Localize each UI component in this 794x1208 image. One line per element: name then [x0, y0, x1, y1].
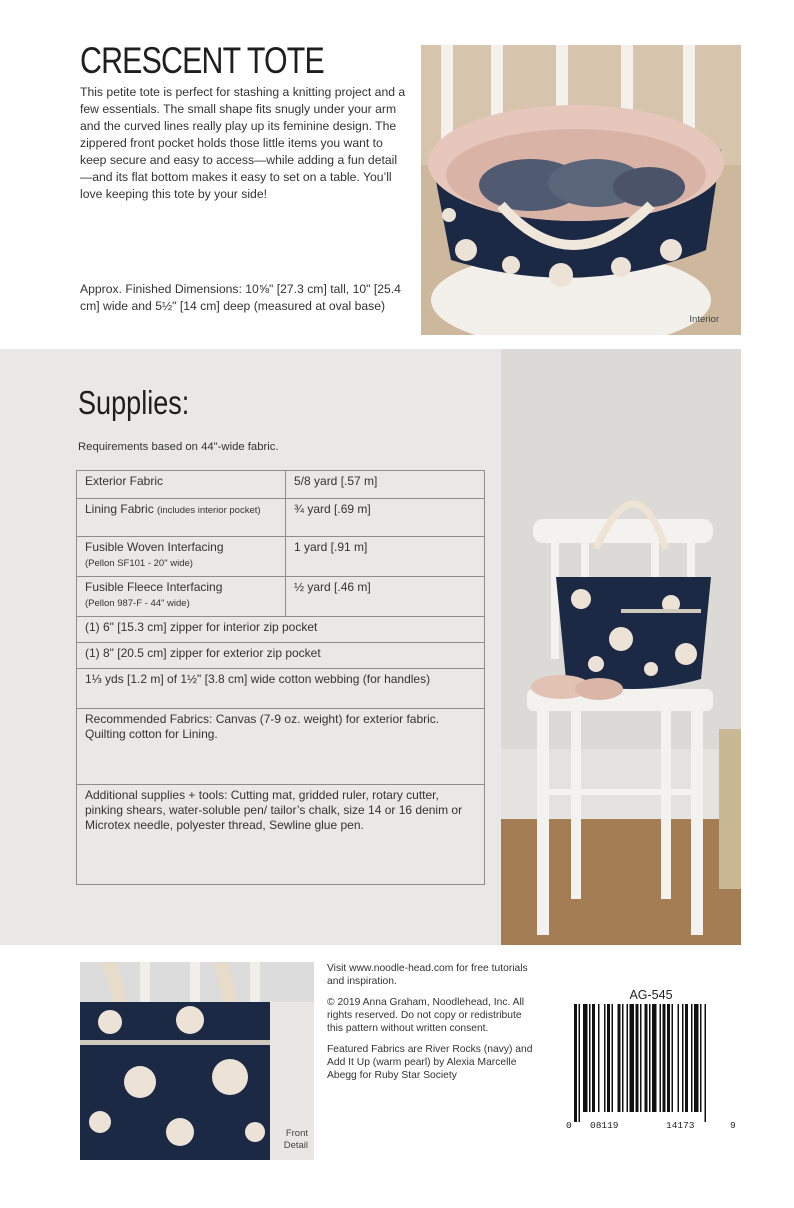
table-row [77, 643, 485, 669]
interior-photo [421, 45, 741, 335]
barcode-bar [640, 1004, 642, 1112]
barcode-bar [574, 1004, 577, 1122]
visit-text: Visit www.noodle-head.com for free tutorials and inspiration. [327, 963, 528, 987]
supply-amount: 1 yard [.91 m] [286, 537, 485, 577]
pattern-description: This petite tote is perfect for stashing a knitting project and a few essentials. The small shape fits snugly under your arm and the curved lines really play up its feminine design. The zippered front pocket holds those little items you want to keep secure and easy to access—while adding a fun detail—and its flat bottom makes it easy to set on a table. You’ll love keeping this tote by your side! [80, 85, 406, 201]
barcode-bar [604, 1004, 606, 1112]
supply-line: (1) 8" [20.5 cm] zipper for exterior zip pocket [77, 643, 485, 669]
barcode-bar [579, 1004, 581, 1122]
supplies-table [76, 470, 485, 885]
barcode-bar [627, 1004, 629, 1112]
caption-line: Detail [283, 1140, 308, 1151]
barcode-bar [672, 1004, 674, 1112]
barcode-bar [705, 1004, 707, 1122]
barcode-bar [607, 1004, 610, 1112]
barcode-digit-left: 0 [566, 1120, 572, 1131]
barcode-bar [678, 1004, 680, 1112]
caption-line: Front [285, 1128, 308, 1139]
table-row [77, 709, 485, 785]
table-row [77, 471, 485, 499]
front-detail-photo [80, 962, 314, 1160]
copyright-text: © 2019 Anna Graham, Noodlehead, Inc. All rights reserved. Do not copy or redistribute this pattern without written consent. [327, 997, 525, 1034]
barcode-bar [652, 1004, 657, 1112]
footer-text [327, 962, 537, 1090]
featured-fabrics-text: Featured Fabrics are River Rocks (navy) and Add It Up (warm pearl) by Alexia Marcelle Abegg for Ruby Star Society [327, 1044, 533, 1081]
supply-amount: 5/8 yard [.57 m] [286, 471, 485, 499]
barcode-bar [682, 1004, 684, 1112]
barcode-bar [598, 1004, 600, 1112]
table-row [77, 499, 485, 537]
supply-line: Additional supplies + tools: Cutting mat, gridded ruler, rotary cutter, pinking shears, water-soluble pen/ tailor’s chalk, size 14 or 16 denim or Microtex needle, polyester thread, Sewline glue pen. [77, 785, 485, 885]
supplies-heading: Supplies: [78, 384, 190, 421]
interior-caption: Interior [689, 314, 719, 325]
barcode-bar [622, 1004, 624, 1112]
chair-photo [501, 349, 741, 945]
barcode-bars [566, 1004, 738, 1122]
supply-item: Fusible Fleece Interfacing (Pellon 987-F - 44" wide) [77, 577, 286, 617]
barcode-bar [667, 1004, 670, 1112]
finished-dimensions: Approx. Finished Dimensions: 10⅝" [27.3 cm] tall, 10" [25.4 cm] wide and 5½" [14 cm] deep (measured at oval base) [80, 282, 401, 313]
barcode-bar [589, 1004, 591, 1112]
barcode-bar [691, 1004, 693, 1112]
supply-line: (1) 6" [15.3 cm] zipper for interior zip pocket [77, 617, 485, 643]
supply-line: Recommended Fabrics: Canvas (7-9 oz. weight) for exterior fabric. Quilting cotton for Lining. [77, 709, 485, 785]
barcode-bar [660, 1004, 662, 1112]
table-row [77, 577, 485, 617]
supply-amount: ½ yard [.46 m] [286, 577, 485, 617]
barcode-bar [612, 1004, 614, 1112]
supply-item: Lining Fabric (includes interior pocket) [77, 499, 286, 537]
barcode-bar [592, 1004, 595, 1112]
barcode-bar [645, 1004, 648, 1112]
barcode-bar [649, 1004, 651, 1112]
barcode-bar [663, 1004, 666, 1112]
barcode-bar [618, 1004, 621, 1112]
table-row [77, 617, 485, 643]
barcode-bar [685, 1004, 688, 1112]
barcode [566, 1004, 738, 1136]
table-row [77, 669, 485, 709]
pattern-title: CRESCENT TOTE [80, 40, 324, 81]
barcode-group-2: 14173 [666, 1120, 695, 1131]
barcode-bar [636, 1004, 639, 1112]
supply-amount: ¾ yard [.69 m] [286, 499, 485, 537]
table-row [77, 537, 485, 577]
supply-line: 1⅓ yds [1.2 m] of 1½" [3.8 cm] wide cotton webbing (for handles) [77, 669, 485, 709]
barcode-digit-right: 9 [730, 1120, 736, 1131]
barcode-bar [630, 1004, 635, 1112]
supply-item: Fusible Woven Interfacing (Pellon SF101 - 20" wide) [77, 537, 286, 577]
barcode-bar [583, 1004, 588, 1112]
supply-item: Exterior Fabric [77, 471, 286, 499]
table-row [77, 785, 485, 885]
barcode-bar [694, 1004, 699, 1112]
barcode-bar [700, 1004, 702, 1112]
sku-label: AG-545 [629, 988, 673, 1002]
requirements-note: Requirements based on 44"-wide fabric. [78, 441, 279, 453]
front-detail-caption [284, 1128, 308, 1152]
barcode-group-1: 08119 [590, 1120, 619, 1131]
